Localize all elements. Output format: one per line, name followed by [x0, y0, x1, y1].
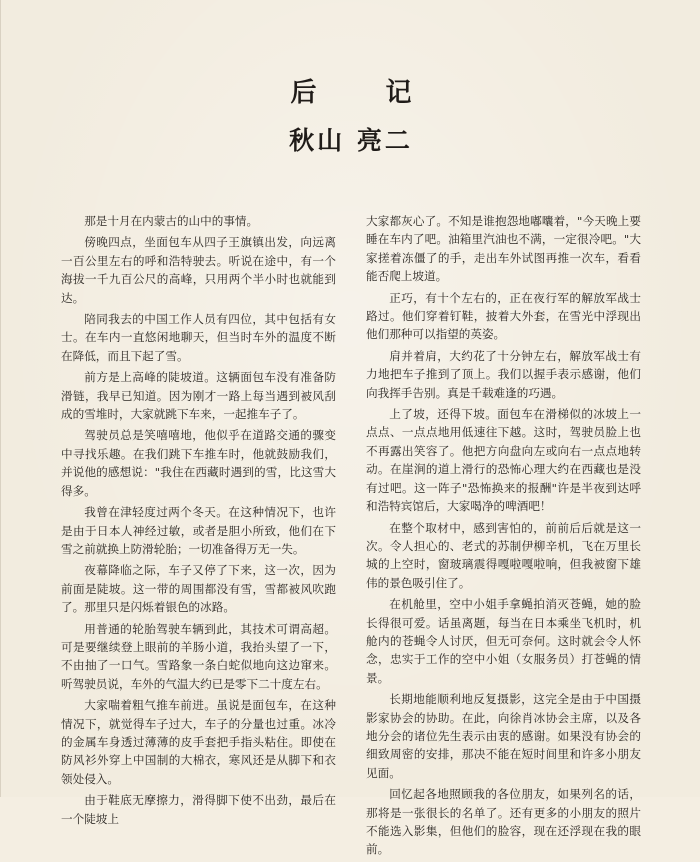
paragraph: 用普通的轮胎驾驶车辆到此，其技术可谓高超。可是要继续登上眼前的羊肠小道，我抬头望了一下，不由抽了一口气。雪路象一条白蛇似地向这边窜来。听驾驶员说，车外的气温大约已是零下二十度左右。 [61, 621, 336, 691]
paragraph: 上了坡，还得下坡。面包车在滑梯似的冰坡上一点点、一点点地用低速往下越。这时，驾驶员脸上也不再露出笑容了。他把方向盘向左或向右一点点地转动。在崖涧的道上滑行的恐怖心理大约在西藏也是没有过吧。这一阵子"恐怖换来的报酬"许是半夜到达呼和浩特宾馆后，大家喝净的啤酒吧！ [366, 407, 641, 514]
paragraph: 陪同我去的中国工作人员有四位，其中包括有女士。在车内一直悠闲地聊天，但当时车外的温度不断在降低，而且下起了雪。 [61, 312, 336, 363]
paragraph: 长期地能顺利地反复摄影，这完全是由于中国摄影家协会的协助。在此，向徐肖冰协会主席，以及各地分会的诸位先生表示由衷的感谢。如果没有协会的细致周密的安排，那决不能在短时间里和许多小朋友见面。 [366, 692, 641, 780]
paragraph: 大家喘着粗气推车前进。虽说是面包车，在这种情况下，就觉得车子过大，车子的分量也过重。冰冷的金属车身透过薄薄的皮手套把手指头粘住。即使在防风衫外穿上中国制的大棉衣，寒风还是从脚下和衣领处侵入。 [61, 698, 336, 786]
paragraph: 由于鞋底无摩擦力，滑得脚下使不出劲，最后在一个陡坡上 [61, 793, 336, 826]
paragraph: 我曾在津轻度过两个冬天。在这种情况下，也许是由于日本人神经过敏，或者是胆小所致，他们在下雪之前就换上防滑轮胎；一切准备得万无一失。 [61, 505, 336, 556]
paragraph: 夜幕降临之际，车子又停了下来，这一次，因为前面是陡坡。这一带的周围都没有雪，雪都被风吹跑了。那里只是闪烁着银色的冰路。 [61, 563, 336, 615]
paragraph: 在机舱里，空中小姐手拿蝇拍消灭苍蝇，她的脸长得很可爱。话虽离题，每当在日本乘坐飞机时，机舱内的苍蝇令人讨厌，但无可奈何。这时就会令人怀念，忠实于工作的空中小姐（女服务员）打苍蝇的情景。 [366, 597, 641, 685]
paragraph: 在整个取材中，感到害怕的，前前后后就是这一次。令人担心的、老式的苏制伊柳辛机，飞在万里长城的上空时，窗玻璃震得嘎啦嘎啦响，但我被窗下雄伟的景色吸引住了。 [366, 520, 641, 590]
page-title: 后 记 [290, 78, 442, 108]
paragraph: 回忆起各地照顾我的各位朋友，如果列名的话，那将是一张很长的名单了。还有更多的小朋友的照片不能选入影集，但他们的脸容，现在还浮现在我的眼前。 [366, 787, 641, 857]
right-text-column [366, 212, 641, 862]
left-text-column [61, 212, 336, 831]
paragraph: 傍晚四点，坐面包车从四子王旗镇出发，向远离一百公里左右的呼和浩特驶去。听说在途中，有一个海拔一千九百公尺的高峰，只用两个半小时也就能到达。 [61, 235, 336, 305]
paragraph: 正巧，有十个左右的，正在夜行军的解放军战士路过。他们穿着钉鞋，披着大外套，在雪光中浮现出他们那种可以指望的英姿。 [366, 290, 641, 342]
author-name: 秋山 亮二 [289, 126, 413, 155]
paragraph: 那是十月在内蒙古的山中的事情。 [84, 214, 259, 228]
paragraph: 驾驶员总是笑嘻嘻地，他似乎在道路交通的骤变中寻找乐趣。在我们跳下车推车时，他就鼓励我们，并说他的感想说："我住在西藏时遇到的雪，比这雪大得多。 [61, 428, 336, 498]
paragraph: 前方是上高峰的陡坡道。这辆面包车没有准备防滑链，我早已知道。因为刚才一路上每当遇到被风刮成的雪堆时，大家就跳下车来，一起推车子了。 [61, 370, 336, 422]
paragraph: 大家都灰心了。不知是谁抱怨地嘟囔着，"今天晚上要睡在车内了吧。油箱里汽油也不满，一定很冷吧。"大家搓着冻僵了的手，走出车外试图再推一次车，看看能否爬上坡道。 [366, 214, 641, 284]
paragraph: 肩并着肩，大约花了十分钟左右，解放军战士有力地把车子推到了顶上。我们以握手表示感谢，他们向我挥手告别。真是千载难逢的巧遇。 [366, 348, 641, 400]
